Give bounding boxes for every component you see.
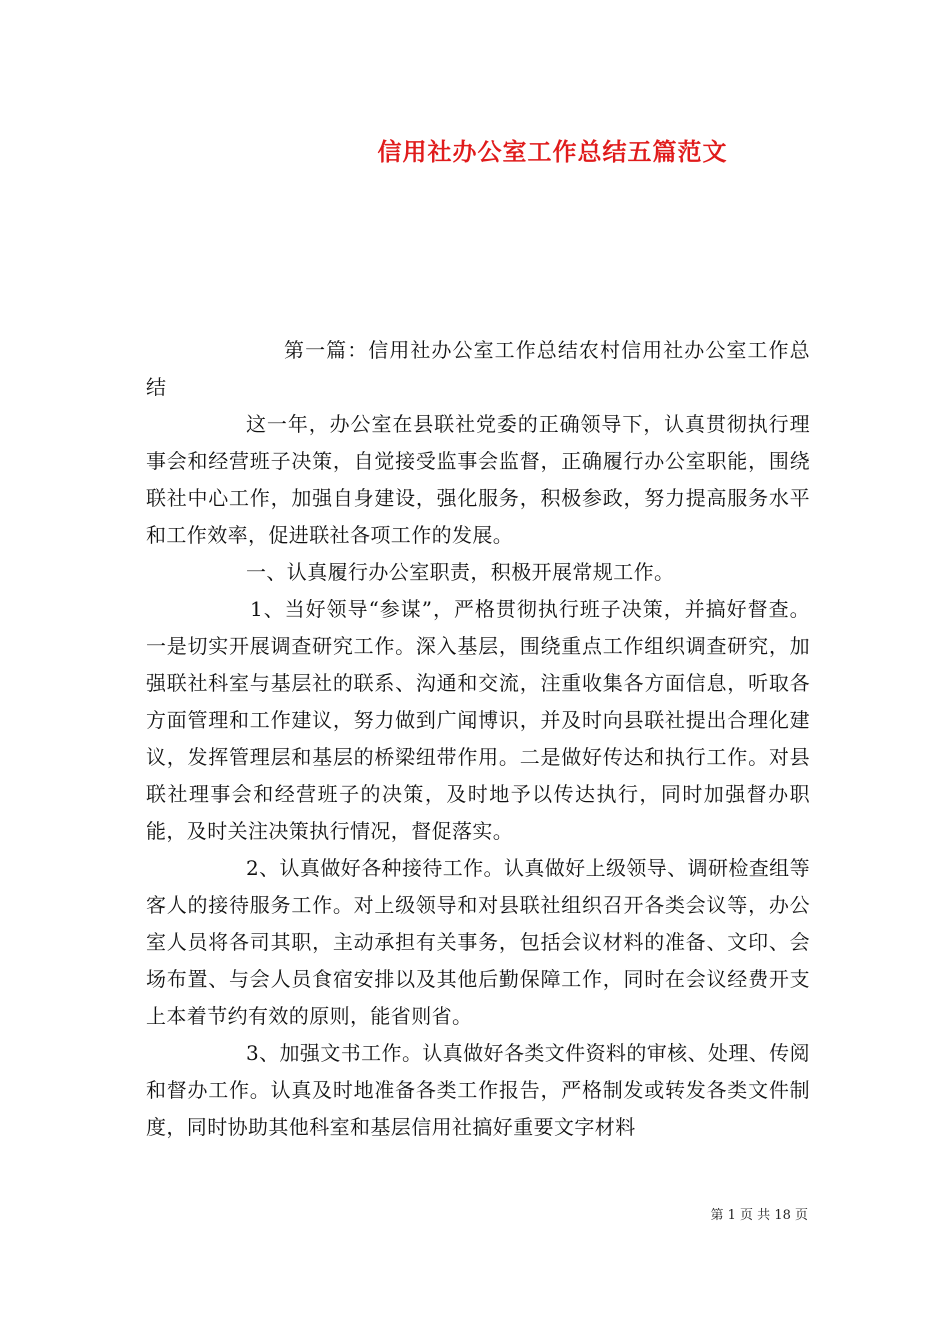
document-body (146, 332, 810, 1146)
subsection-heading: 一、认真履行办公室职责，积极开展常规工作。 (246, 560, 675, 584)
page-number-footer: 第 1 页 共 18 页 (710, 1208, 808, 1223)
intro-paragraph: 这一年，办公室在县联社党委的正确领导下，认真贯彻执行理事会和经营班子决策，自觉接受监事会监督，正确履行办公室职能，围绕联社中心工作，加强自身建设，强化服务，积极参政，努力提高服务水平和工作效率，促进联社各项工作的发展。 (146, 412, 810, 547)
list-item-1: 1、当好领导“参谋”，严格贯彻执行班子决策，并搞好督查。一是切实开展调查研究工作。深入基层，围绕重点工作组织调查研究，加强联社科室与基层社的联系、沟通和交流，注重收集各方面信息，听取各方面管理和工作建议，努力做到广闻博识，并及时向县联社提出合理化建议，发挥管理层和基层的桥梁纽带作用。二是做好传达和执行工作。对县联社理事会和经营班子的决策，及时地予以传达执行，同时加强督办职能，及时关注决策执行情况，督促落实。 (146, 597, 810, 843)
document-title: 信用社办公室工作总结五篇范文 (377, 137, 728, 166)
list-item-2: 2、认真做好各种接待工作。认真做好上级领导、调研检查组等客人的接待服务工作。对上级领导和对县联社组织召开各类会议等，办公室人员将各司其职，主动承担有关事务，包括会议材料的准备、文印、会场布置、与会人员食宿安排以及其他后勤保障工作，同时在会议经费开支上本着节约有效的原则，能省则省。 (146, 856, 810, 1028)
list-item-3: 3、加强文书工作。认真做好各类文件资料的审核、处理、传阅和督办工作。认真及时地准备各类工作报告，严格制发或转发各类文件制度，同时协助其他科室和基层信用社搞好重要文字材料 (146, 1041, 810, 1139)
section-heading: 第一篇：信用社办公室工作总结农村信用社办公室工作总结 (146, 338, 810, 399)
